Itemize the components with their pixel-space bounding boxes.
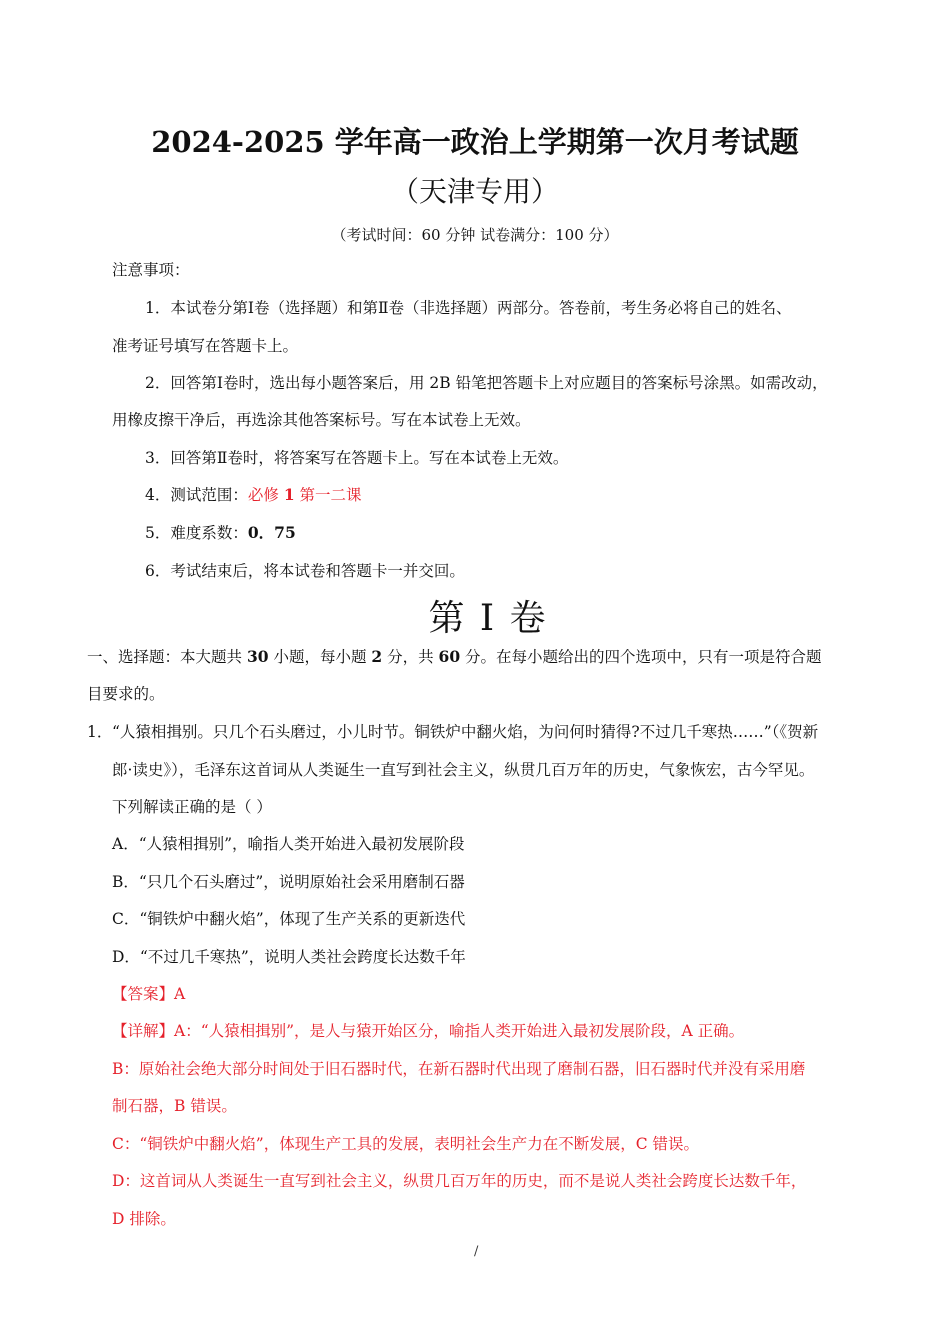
note-1-line-2: 准考证号填写在答题卡上。: [112, 337, 299, 355]
section-instructions: [87, 647, 822, 667]
answer-value: A: [174, 985, 186, 1003]
note-5-value: 0．75: [247, 523, 296, 542]
note-6: 6．考试结束后，将本试卷和答题卡一并交回。: [145, 562, 465, 580]
note-5: [145, 523, 296, 543]
option-d: D．“不过几千寒热”，说明人类社会跨度长达数千年: [112, 948, 466, 966]
option-a: A．“人猿相揖别”，喻指人类开始进入最初发展阶段: [112, 835, 465, 853]
page-subtitle: （天津专用）: [390, 175, 559, 208]
note-5-prefix: 5．难度系数：: [145, 524, 248, 542]
instr-e: 分，共: [382, 648, 439, 666]
explanation-a: [112, 1021, 744, 1041]
page-title: 2024-2025 学年高一政治上学期第一次月考试题: [151, 125, 799, 159]
notes-heading: 注意事项：: [112, 261, 190, 279]
instr-g: 分。在每小题给出的四个选项中，只有一项是符合题: [460, 648, 822, 666]
option-c: C．“铜铁炉中翻火焰”，体现了生产关系的更新迭代: [112, 910, 466, 928]
note-4: [145, 485, 362, 505]
note-2-line-1: 2．回答第Ⅰ卷时，选出每小题答案后，用 2B 铅笔把答题卡上对应题目的答案标号涂黑。如需改动，: [145, 374, 828, 392]
option-b: B．“只几个石头磨过”，说明原始社会采用磨制石器: [112, 873, 465, 891]
explanation-label: 【详解】: [112, 1022, 175, 1040]
page-footer-marker: /: [474, 1244, 479, 1259]
instr-c: 小题，每小题: [268, 648, 372, 666]
answer: [112, 984, 185, 1004]
explanation-d-line-1: D：这首词从人类诞生一直写到社会主义，纵贯几百万年的历史，而不是说人类社会跨度长达数千年，: [112, 1172, 807, 1190]
explanation-d-line-2: D 排除。: [112, 1210, 176, 1228]
section-instructions-line-2: 目要求的。: [87, 685, 165, 703]
question-stem-line-2: 郎·读史》），毛泽东这首词从人类诞生一直写到社会主义，纵贯几百万年的历史，气象恢宏，古今罕见。: [112, 761, 815, 779]
note-4-prefix: 4．测试范围：: [145, 486, 248, 504]
section-title: 第 I 卷: [428, 598, 548, 639]
explanation-b-line-2: 制石器，B 错误。: [112, 1097, 237, 1115]
note-3: 3．回答第Ⅱ卷时，将答案写在答题卡上。写在本试卷上无效。: [145, 449, 569, 467]
explanation-c: C：“铜铁炉中翻火焰”，体现生产工具的发展，表明社会生产力在不断发展，C 错误。: [112, 1135, 699, 1153]
instr-a: 一、选择题：本大题共: [87, 648, 247, 666]
instr-count: 30: [246, 647, 269, 666]
note-4-scope-c: 第一二课: [294, 486, 362, 504]
exam-info: （考试时间：60 分钟 试卷满分：100 分）: [331, 226, 619, 244]
question-number: 1．: [87, 723, 113, 741]
note-2-line-2: 用橡皮擦干净后，再选涂其他答案标号。写在本试卷上无效。: [112, 411, 531, 429]
note-4-scope-b: 1: [283, 485, 295, 504]
explanation-a-text: A：“人猿相揖别”，是人与猿开始区分，喻指人类开始进入最初发展阶段，A 正确。: [174, 1022, 745, 1040]
note-1-line-1: 1．本试卷分第Ⅰ卷（选择题）和第Ⅱ卷（非选择题）两部分。答卷前，考生务必将自己的姓名、: [145, 299, 792, 317]
note-4-scope-a: 必修: [247, 486, 284, 504]
question-stem-line-1: “人猿相揖别。只几个石头磨过，小儿时节。铜铁炉中翻火焰，为问何时猜得?不过几千寒热……”（《贺新: [112, 723, 819, 741]
question-stem-line-3: 下列解读正确的是（ ）: [112, 798, 272, 816]
instr-total: 60: [438, 647, 461, 666]
answer-label: 【答案】: [112, 985, 175, 1003]
explanation-b-line-1: B：原始社会绝大部分时间处于旧石器时代，在新石器时代出现了磨制石器，旧石器时代并没有采用磨: [112, 1060, 806, 1078]
instr-points-each: 2: [371, 647, 383, 666]
